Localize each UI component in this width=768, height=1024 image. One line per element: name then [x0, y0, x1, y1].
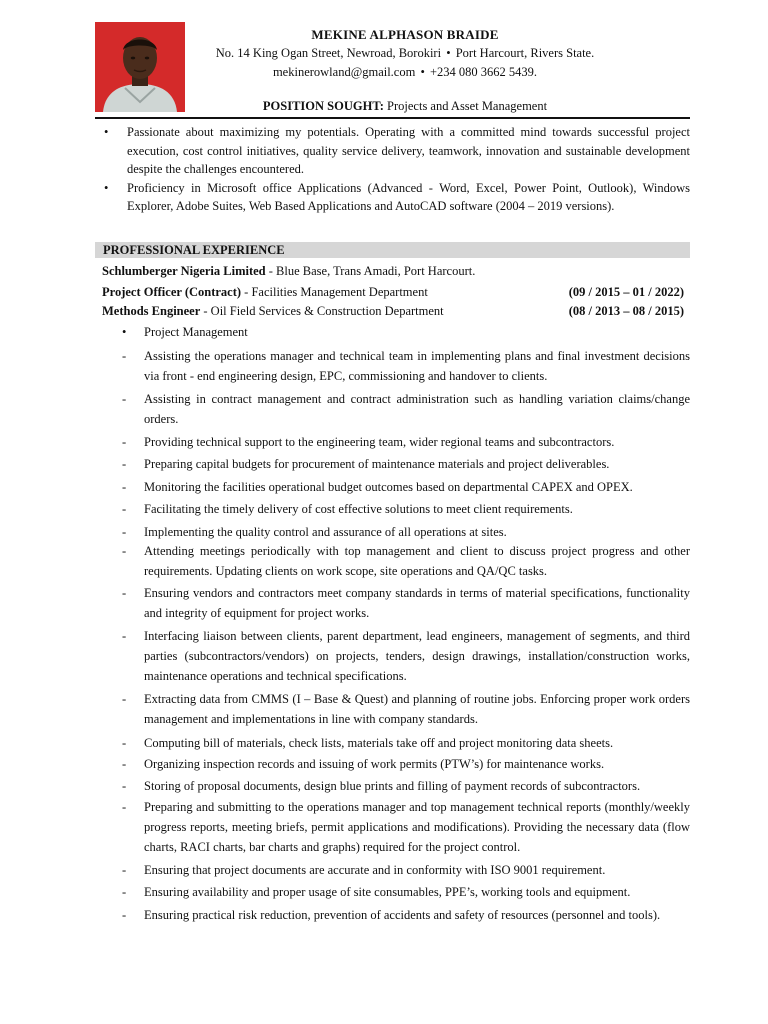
summary-item — [104, 179, 690, 216]
profile-photo — [95, 22, 185, 112]
header-divider — [95, 117, 690, 119]
duty-text: Preparing and submitting to the operations manager and top management technical reports (monthly/weekly progress reports, meeting briefs, permit applications and modifications). Providing the necessary data (flow charts, RACI charts, bar charts and graphs) required for the project control. — [144, 800, 690, 854]
duty-item — [122, 346, 690, 386]
person-portrait-icon — [95, 22, 185, 112]
duty-item — [122, 522, 690, 542]
duty-text: Preparing capital budgets for procurement of maintenance materials and project deliverables. — [144, 457, 610, 471]
summary-text: Proficiency in Microsoft office Applications (Advanced - Word, Excel, Power Point, Outlook), Windows Explorer, Adobe Suites, Web Based Applications and AutoCAD software (2004 – 2019 versions). — [127, 180, 690, 213]
role-department: - Facilities Management Department — [241, 285, 428, 299]
duty-text: Providing technical support to the engineering team, wider regional teams and subcontractors. — [144, 435, 615, 449]
duty-item — [122, 860, 690, 880]
dash-bullet-icon: - — [122, 863, 127, 877]
dash-bullet-icon: - — [122, 586, 127, 600]
bullet-separator-icon: • — [446, 46, 451, 60]
duty-item — [122, 389, 690, 429]
summary-text: Passionate about maximizing my potentials. Operating with a committed mind towards successful project execution, cost control initiatives, quality service delivery, teamwork, innovation and sustainable development despite the challenges encountered. — [127, 125, 690, 176]
bullet-icon: • — [104, 125, 109, 139]
duty-item — [122, 776, 690, 796]
dash-bullet-icon: - — [122, 757, 127, 771]
bullet-separator-icon: • — [420, 65, 425, 79]
duty-text: Ensuring practical risk reduction, prevention of accidents and safety of resources (personnel and tools). — [144, 908, 661, 922]
bullet-icon: • — [104, 180, 109, 195]
bullet-icon: • — [122, 325, 127, 339]
duty-item — [122, 689, 690, 729]
phone-number: +234 080 3662 5439. — [429, 65, 538, 79]
company-name: Schlumberger Nigeria Limited — [102, 264, 266, 278]
dash-bullet-icon: - — [122, 908, 127, 922]
duty-item — [122, 583, 690, 623]
dash-bullet-icon: - — [122, 457, 127, 471]
duty-text: Ensuring availability and proper usage of site consumables, PPE’s, working tools and equipment. — [144, 885, 631, 899]
responsibility-area — [122, 323, 248, 342]
duty-text: Extracting data from CMMS (I – Base & Quest) and planning of routine jobs. Enforcing proper work orders management and implementations in line with company standards. — [144, 692, 690, 726]
resume-header — [180, 25, 630, 82]
dash-bullet-icon: - — [122, 349, 127, 363]
position-label: POSITION SOUGHT: — [262, 99, 384, 113]
duty-item — [122, 541, 690, 581]
candidate-name: MEKINE ALPHASON BRAIDE — [311, 27, 499, 42]
role-department: - Oil Field Services & Construction Department — [200, 304, 444, 318]
duty-item — [122, 499, 690, 519]
duty-item — [122, 626, 690, 686]
duty-item — [122, 797, 690, 857]
contact-line — [180, 63, 630, 82]
dash-bullet-icon: - — [122, 480, 127, 494]
duty-text: Facilitating the timely delivery of cost effective solutions to meet client requirements. — [144, 502, 573, 516]
summary-item — [104, 123, 690, 179]
duty-text: Organizing inspection records and issuing of work permits (PTW’s) for maintenance works. — [144, 757, 605, 771]
position-value: Projects and Asset Management — [387, 99, 548, 113]
company-line — [102, 262, 475, 281]
area-label: Project Management — [144, 325, 248, 339]
role-title: Project Officer (Contract) — [102, 285, 242, 299]
duty-text: Assisting the operations manager and technical team in implementing plans and final investment decisions via front - end engineering design, EPC, commissioning and handover to clients. — [144, 349, 690, 383]
section-heading-experience: PROFESSIONAL EXPERIENCE — [95, 242, 690, 258]
dash-bullet-icon: - — [122, 392, 127, 406]
duty-text: Ensuring vendors and contractors meet company standards in terms of material specifications, functionality and integrity of equipment for project works. — [144, 586, 690, 620]
duty-text: Ensuring that project documents are accurate and in conformity with ISO 9001 requirement. — [144, 863, 606, 877]
summary-list — [104, 123, 690, 216]
duty-text: Assisting in contract management and contract administration such as handling variation claims/change orders. — [144, 392, 690, 426]
duty-text: Storing of proposal documents, design blue prints and filling of payment records of subcontractors. — [144, 779, 641, 793]
company-location: - Blue Base, Trans Amadi, Port Harcourt. — [265, 264, 476, 278]
duty-text: Computing bill of materials, check lists, materials take off and project monitoring data sheets. — [144, 736, 614, 750]
duty-item — [122, 432, 690, 452]
duty-item — [122, 754, 690, 774]
position-sought — [180, 97, 630, 116]
role-entry — [102, 283, 690, 302]
duty-item — [122, 733, 690, 753]
duty-item — [122, 882, 690, 902]
role-title: Methods Engineer — [102, 304, 201, 318]
dash-bullet-icon: - — [122, 544, 127, 558]
city-state: Port Harcourt, Rivers State. — [455, 46, 595, 60]
email-address[interactable]: mekinerowland@gmail.com — [272, 65, 416, 79]
dash-bullet-icon: - — [122, 692, 127, 706]
dash-bullet-icon: - — [122, 629, 127, 643]
duty-text: Attending meetings periodically with top management and client to discuss project progress and other requirements. Updating clients on work scope, site operations and QA/QC tasks. — [144, 544, 690, 578]
dash-bullet-icon: - — [122, 779, 127, 793]
role-dates: (09 / 2015 – 01 / 2022) — [568, 285, 684, 299]
duty-text: Implementing the quality control and assurance of all operations at sites. — [144, 525, 507, 539]
role-entry — [102, 302, 690, 321]
dash-bullet-icon: - — [122, 525, 127, 539]
duty-text: Interfacing liaison between clients, parent department, lead engineers, management of segments, and third parties (subcontractors/vendors) on projects, tenders, design drawings, installation/construction works, maintenance operations and technical specifications. — [144, 629, 690, 683]
duty-item — [122, 477, 690, 497]
duty-text: Monitoring the facilities operational budget outcomes based on departmental CAPEX and OPEX. — [144, 480, 633, 494]
dash-bullet-icon: - — [122, 800, 127, 814]
duty-item — [122, 454, 690, 474]
address-line — [180, 44, 630, 63]
dash-bullet-icon: - — [122, 736, 127, 750]
duty-item — [122, 905, 690, 925]
role-dates: (08 / 2013 – 08 / 2015) — [568, 304, 684, 318]
dash-bullet-icon: - — [122, 502, 127, 516]
street-address: No. 14 King Ogan Street, Newroad, Borokiri — [215, 46, 442, 60]
dash-bullet-icon: - — [122, 435, 127, 449]
dash-bullet-icon: - — [122, 885, 127, 899]
